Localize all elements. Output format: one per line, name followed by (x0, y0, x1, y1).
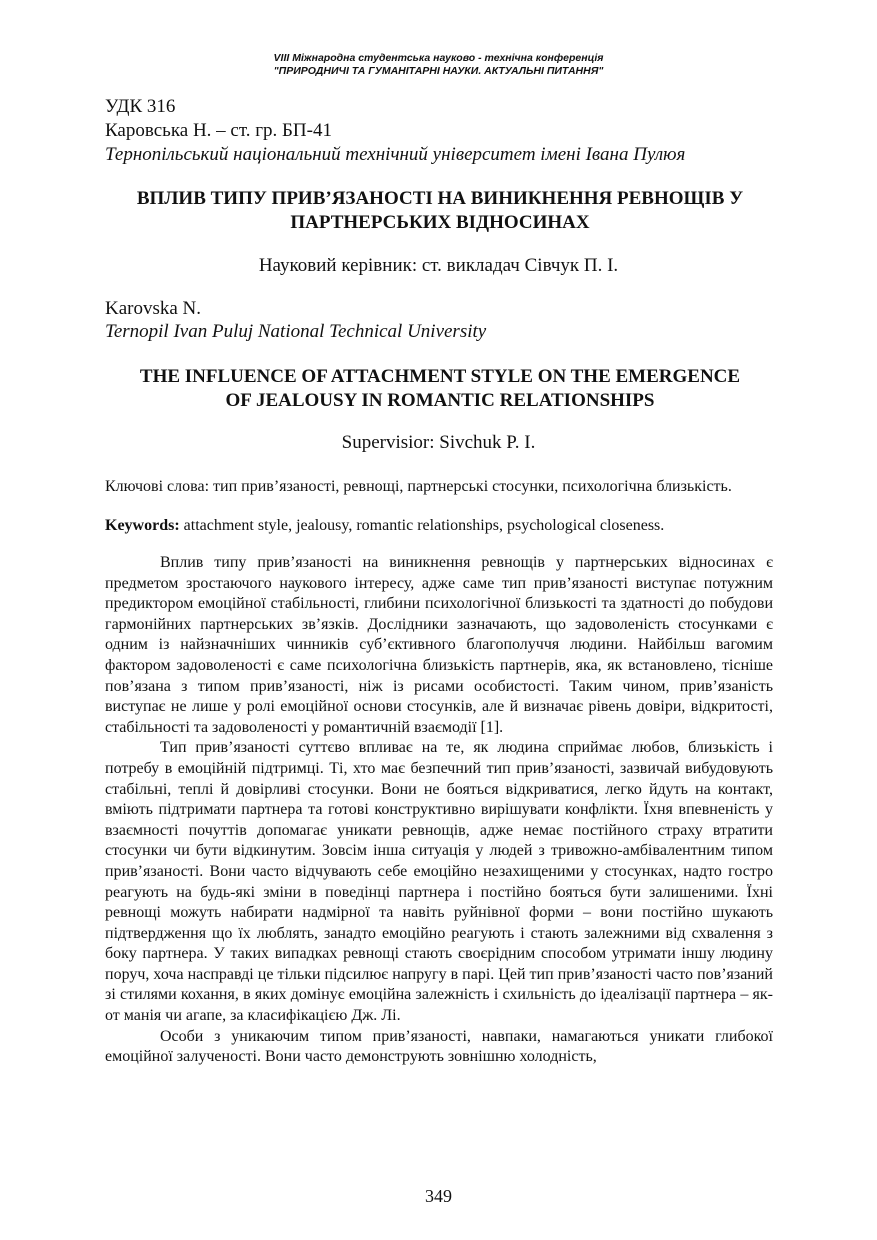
keywords-en-label: Keywords: (105, 517, 180, 534)
title-en (95, 365, 785, 413)
body-text (105, 553, 773, 1068)
title-en-line1: THE INFLUENCE OF ATTACHMENT STYLE ON THE EMERGENCE (139, 366, 741, 387)
title-en-line2: OF JEALOUSY IN ROMANTIC RELATIONSHIPS (225, 390, 655, 411)
author-en: Karovska N. (105, 298, 202, 319)
conference-theme: "ПРИРОДНИЧІ ТА ГУМАНІТАРНІ НАУКИ. АКТУАЛЬНІ ПИТАННЯ" (273, 65, 604, 77)
conference-header (0, 52, 877, 78)
institution-en: Ternopil Ivan Puluj National Technical University (105, 321, 487, 342)
page-number: 349 (425, 1186, 452, 1206)
institution-uk: Тернопільський національний технічний університет імені Івана Пулюя (105, 144, 686, 165)
title-uk-line1: ВПЛИВ ТИПУ ПРИВ’ЯЗАНОСТІ НА ВИНИКНЕННЯ РЕВНОЩІВ У (136, 188, 744, 209)
author-uk: Каровська Н. – ст. гр. БП-41 (105, 120, 332, 141)
supervisor-uk: Науковий керівник: ст. викладач Сівчук П. І. (258, 255, 619, 276)
body-paragraph-2: Тип прив’язаності суттєво впливає на те, як людина сприймає любов, близькість і потребу в емоційній підтримці. Ті, хто має безпечний тип прив’язаності, зазвичай вибудовують стабільні, теплі й довірливі стосунки. Вони не бояться відкриватися, легко йдуть на контакт, вміють підтримати партнера та готові конструктивно вирішувати конфлікти. Їхня впевненість у взаємності почуттів допомагає уникати ревнощів, адже немає постійного страху втратити стосунки чи бути відкинутим. Зовсім інша ситуація у людей з тривожно-амбівалентним типом прив’язаності. Вони часто відчувають себе емоційно незахищеними у стосунках, надто гостро реагують на будь-які зміни в поведінці партнера і постійно бояться бути залишеними. Їхні ревнощі можуть набирати надмірної та навіть руйнівної форми – вони постійно шукають підтвердження що їх люблять, занадто емоційно реагують і стають залежними від схвалення з боку партнера. У таких випадках ревнощі стають своєрідним способом утримати іншу людину поруч, хоча насправді це тільки підсилює напругу в парі. Цей тип прив’язаності часто пов’язаний зі стилями кохання, в яких домінує емоційна залежність і схильність до ідеалізації партнера – як-от манія чи агапе, за класифікацією Дж. Лі. (105, 739, 773, 1025)
conference-name: VIII Міжнародна студентська науково - технічна конференція (273, 52, 604, 64)
title-uk-line2: ПАРТНЕРСЬКИХ ВІДНОСИНАХ (290, 212, 590, 233)
body-paragraph-3: Особи з уникаючим типом прив’язаності, навпаки, намагаються уникати глибокої емоційної залученості. Вони часто демонструють зовнішню холодність, (105, 1027, 773, 1066)
title-uk (95, 187, 785, 235)
supervisor-en: Supervisior: Sivchuk P. I. (341, 432, 536, 453)
keywords-en-text: attachment style, jealousy, romantic relationships, psychological closeness. (179, 517, 665, 534)
body-paragraph-1: Вплив типу прив’язаності на виникнення ревнощів у партнерських відносинах є предметом зростаючого наукового інтересу, адже саме тип прив’язаності виступає потужним предиктором емоційної стабільності, глибини психологічної близькості та здатності до побудови гармонійних партнерських зв’язків. Дослідники зазначають, що задоволеність стосунками є одним із найзначніших чинників суб’єктивного благополуччя людини. Найбільш вагомим фактором задоволеності є саме психологічна близькість партнерів, яка, як встановлено, тісніше пов’язана з типом прив’язаності, ніж із рисами особистості. Таким чином, прив’язаність виступає не лише у ролі емоційної основи стосунків, але й визначає рівень довіри, відкритості, стабільності та задоволеності у романтичній взаємодії [1]. (105, 554, 773, 736)
udc-code: УДК 316 (105, 96, 176, 117)
keywords-en (105, 516, 773, 536)
keywords-uk: Ключові слова: тип прив’язаності, ревнощі, партнерські стосунки, психологічна близькість. (105, 478, 732, 495)
